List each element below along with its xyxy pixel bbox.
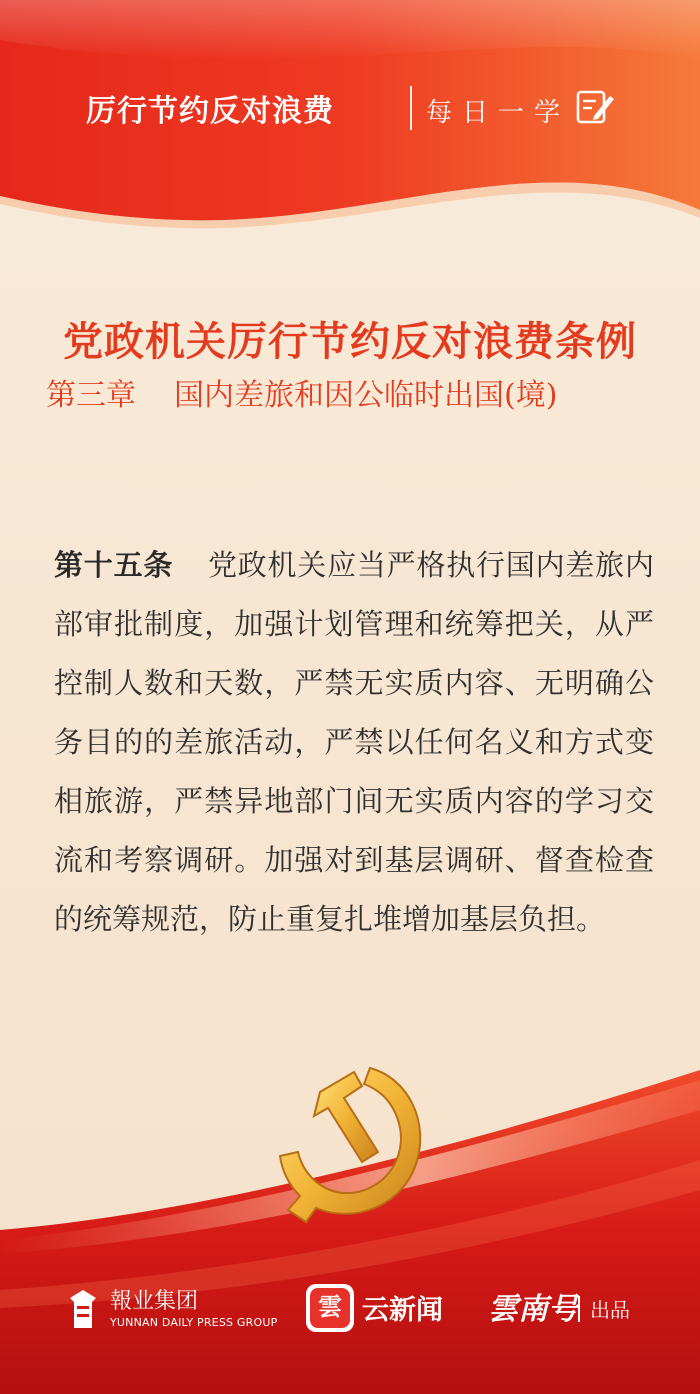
- article-text: 党政机关应当严格执行国内差旅内部审批制度，加强计划管理和统筹把关，从严控制人数和天数，严禁无实质内容、无明确公务目的的差旅活动，严禁以任何名义和方式变相旅游，严禁异地部门间无实质内容的学习交流和考察调研。加强对到基层调研、督查检查的统筹规范，防止重复扎堆增加基层负担。: [54, 548, 654, 936]
- yunnan-daily-logo-icon: [66, 1288, 100, 1334]
- publisher-english: YUNNAN DAILY PRESS GROUP: [110, 1316, 278, 1329]
- publisher-name: 報业集团: [110, 1289, 199, 1314]
- chapter-heading: [46, 370, 557, 414]
- footer-credits: [0, 1276, 700, 1356]
- header-divider: [410, 86, 412, 130]
- yunxinwen-app-icon: [306, 1284, 354, 1332]
- chapter-title: 国内差旅和因公临时出国(境): [174, 378, 558, 413]
- brand-name: 雲南号: [488, 1292, 578, 1327]
- app-icon-glyph: 雲: [310, 1288, 350, 1328]
- pencil-paper-icon: [572, 84, 616, 128]
- document-title: 党政机关厉行节约反对浪费条例: [63, 318, 637, 365]
- article-number: 第十五条: [54, 548, 174, 582]
- app-name: 云新闻: [362, 1295, 443, 1326]
- header-subtitle: 每日一学: [426, 98, 571, 128]
- footer-divider: [578, 1296, 580, 1322]
- header-title: 厉行节约反对浪费: [86, 94, 334, 129]
- article-body: [54, 536, 654, 949]
- party-emblem-icon: [258, 1052, 438, 1232]
- chapter-number: 第三章: [46, 378, 136, 413]
- produced-by: 出品: [590, 1298, 630, 1322]
